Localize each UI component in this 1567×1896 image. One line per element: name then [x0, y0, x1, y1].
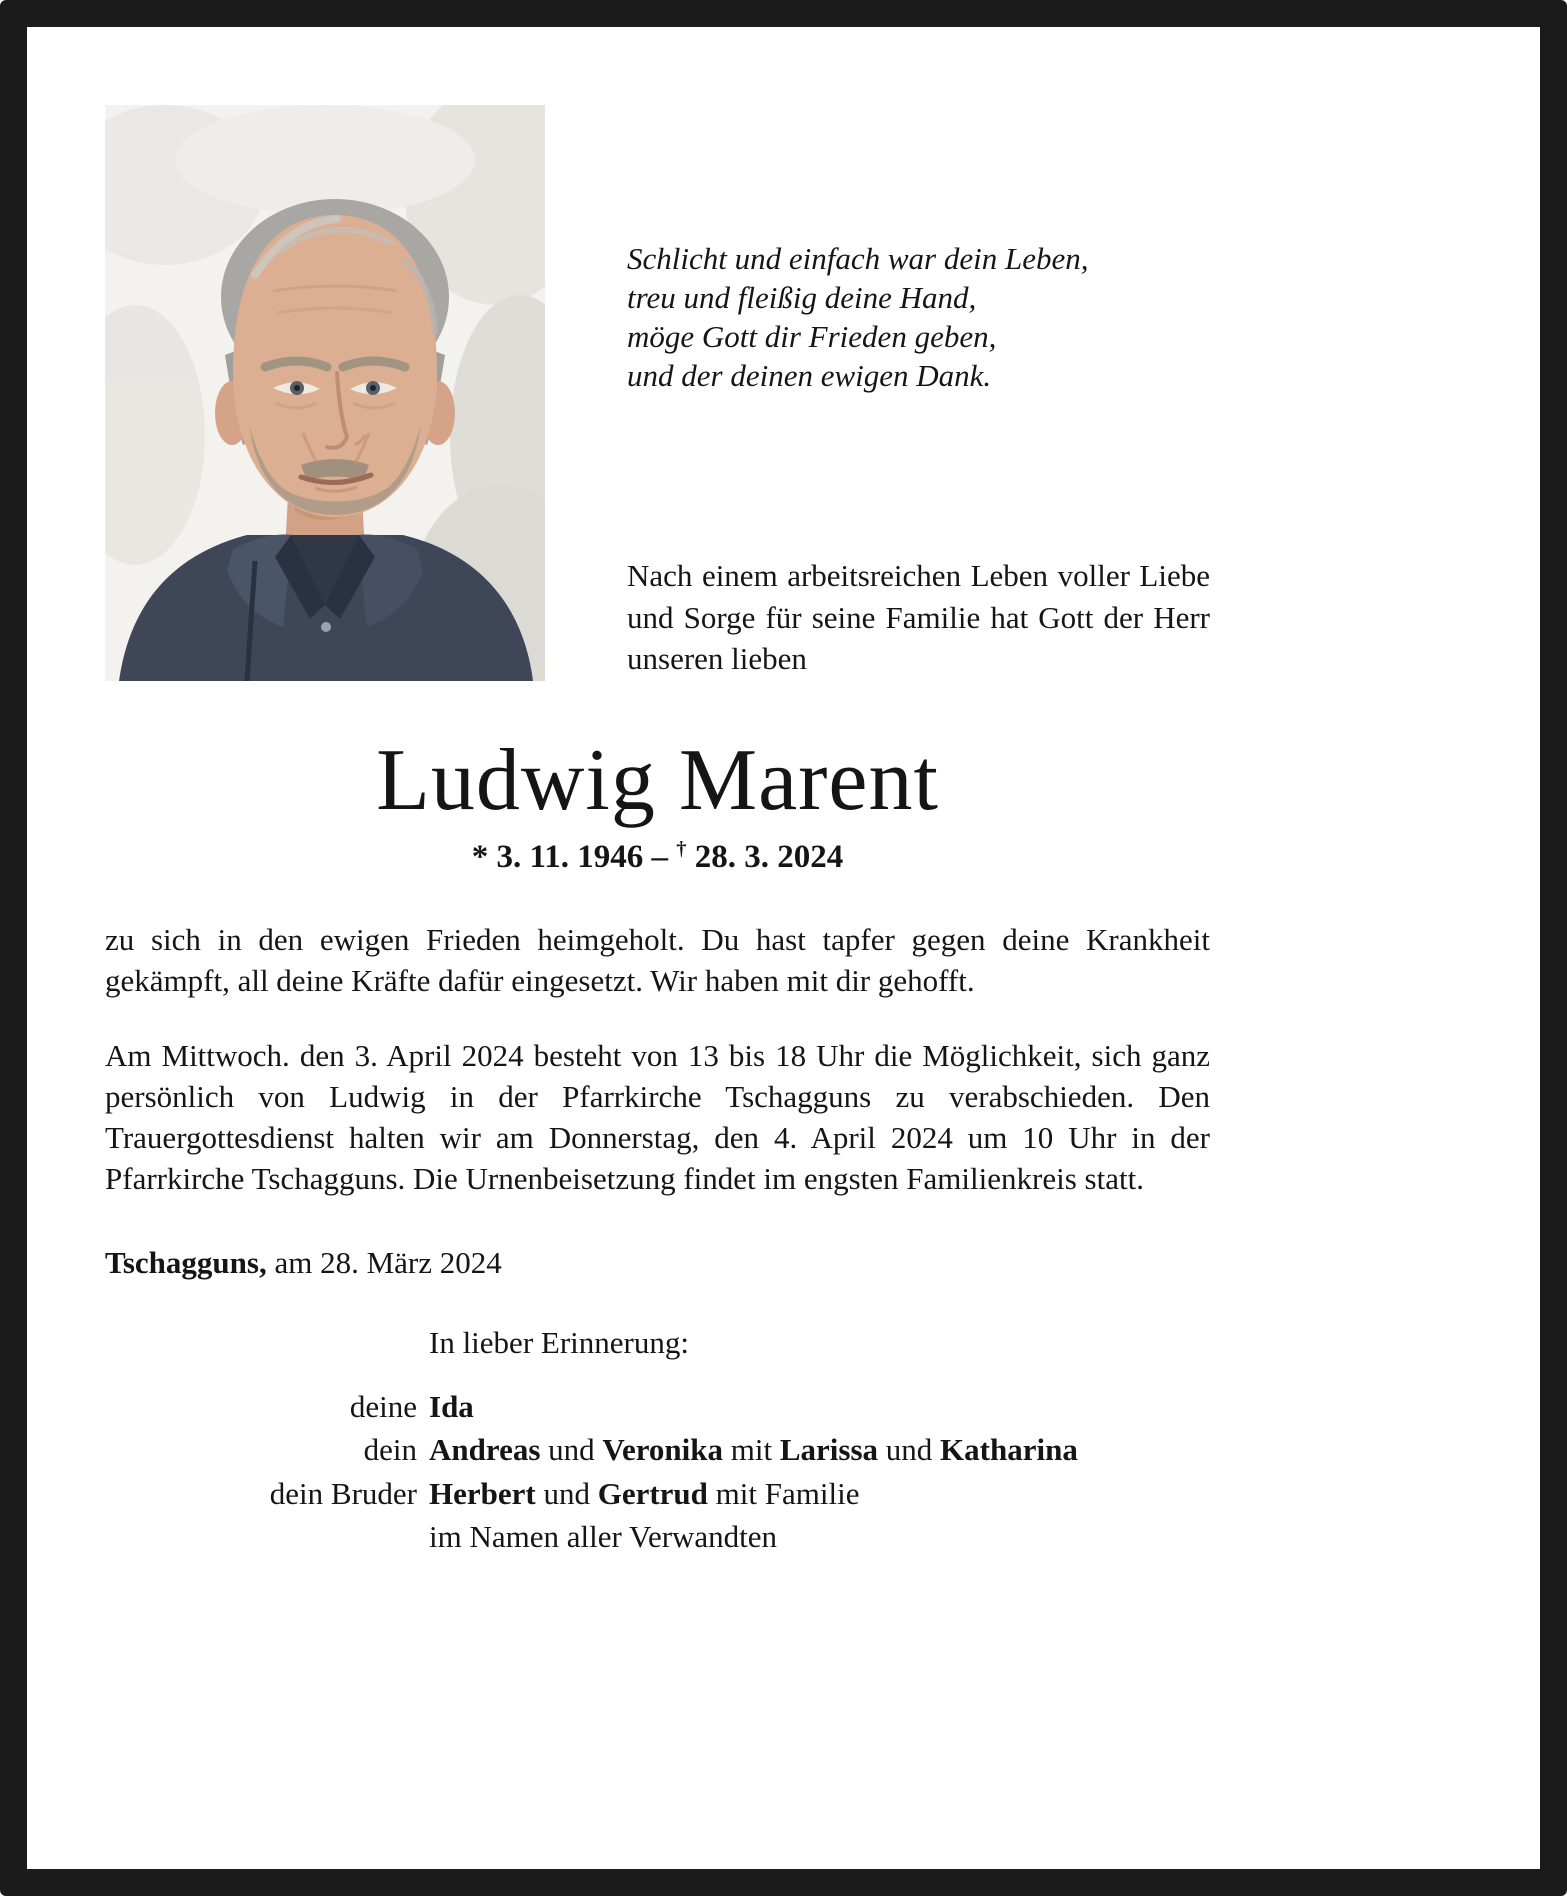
verse-line: möge Gott dir Frieden geben,: [627, 319, 997, 355]
relative-name: Veronika: [602, 1432, 724, 1468]
relation-prefix: dein: [363, 1432, 417, 1468]
relative-name: Gertrud: [597, 1475, 708, 1511]
closing-line: im Namen aller Verwandten: [429, 1519, 778, 1555]
birth-date: * 3. 11. 1946 –: [471, 839, 668, 876]
relative-name: Ida: [429, 1388, 474, 1424]
body-paragraph-2: Am Mittwoch. den 3. April 2024 besteht von 13 bis 18 Uhr die Möglichkeit, sich ganz persönlich von Ludwig in der Pfarrkirche Tschagguns zu verabschieden. Den Trauergottesdienst halten wir am Donnerstag, den 4. April 2024 um 10 Uhr in der Pfarrkirche Tschagguns. Die Urnenbeisetzung findet im engsten Familienkreis statt.: [105, 1037, 1210, 1196]
spacer: [105, 1515, 417, 1558]
relative-names: [429, 1385, 1210, 1428]
top-right-column: [627, 105, 1210, 681]
remembrance-heading-row: [105, 1321, 1210, 1364]
remembrance-heading: In lieber Erinnerung:: [429, 1325, 689, 1361]
relative-name: Herbert: [429, 1475, 536, 1511]
remembrance-section: [105, 1321, 1210, 1558]
life-dates: [105, 838, 1210, 876]
verse-line: Schlicht und einfach war dein Leben,: [627, 241, 1089, 276]
intro-paragraph: Nach einem arbeitsreichen Leben voller Liebe und Sorge für seine Familie hat Gott der Herr unseren lieben: [627, 558, 1210, 676]
portrait-illustration: [105, 105, 545, 681]
conjunction-text: und: [543, 1475, 590, 1511]
death-date: 28. 3. 2024: [694, 839, 844, 876]
relation-prefix: dein Bruder: [269, 1475, 417, 1511]
remembrance-line: [105, 1472, 1210, 1515]
conjunction-text: und: [885, 1432, 933, 1468]
place-name: Tschagguns,: [105, 1245, 267, 1281]
verse-block: [627, 239, 1210, 395]
relative-name: Larissa: [779, 1432, 879, 1468]
relative-name: Andreas: [429, 1432, 541, 1468]
relative-names: [429, 1472, 1210, 1515]
verse-line: treu und fleißig deine Hand,: [627, 280, 977, 316]
relative-name: Katharina: [940, 1432, 1078, 1468]
remembrance-line: [105, 1515, 1210, 1558]
portrait-photo: [105, 105, 545, 681]
relation-suffix: mit Familie: [715, 1475, 860, 1511]
relation-prefix: deine: [349, 1388, 417, 1424]
relative-names: [429, 1428, 1210, 1471]
date-text: am 28. März 2024: [274, 1245, 502, 1281]
verse-line: und der deinen ewigen Dank.: [627, 358, 992, 394]
dagger-icon: †: [676, 838, 687, 861]
place-date-line: [105, 1245, 1210, 1281]
remembrance-line: [105, 1385, 1210, 1428]
deceased-name: Ludwig Marent: [376, 732, 939, 829]
spacer: [105, 1321, 417, 1364]
conjunction-text: und: [548, 1432, 595, 1468]
conjunction-text: mit: [730, 1432, 773, 1468]
content-area: [27, 27, 1210, 1558]
remembrance-line: [105, 1428, 1210, 1471]
body-paragraph-1: zu sich in den ewigen Frieden heimgeholt. Du hast tapfer gegen deine Krankheit gekämpft, all deine Kräfte dafür eingesetzt. Wir haben mit dir gehofft.: [105, 922, 1210, 998]
top-section: [105, 105, 1210, 681]
